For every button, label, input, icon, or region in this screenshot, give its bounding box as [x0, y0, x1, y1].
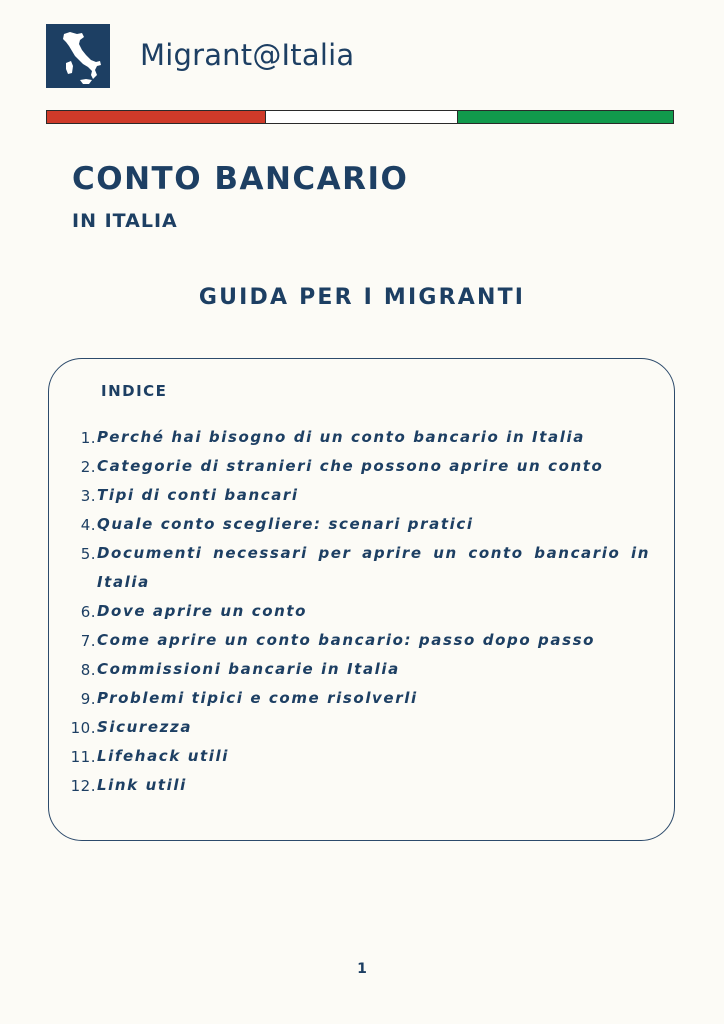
- brand-name: Migrant@Italia: [140, 38, 355, 72]
- toc-text: Categorie di stranieri che possono aprire un conto: [97, 457, 604, 475]
- toc-number: 3.: [80, 487, 96, 505]
- toc-text: Quale conto scegliere: scenari pratici: [97, 515, 474, 533]
- toc-item[interactable]: [49, 484, 674, 513]
- toc-text: Come aprire un conto bancario: passo dopo passo: [97, 631, 596, 649]
- toc-number: 8.: [80, 661, 96, 679]
- toc-item[interactable]: [49, 687, 674, 716]
- toc-number: 12.: [70, 777, 96, 795]
- italy-map-icon: [46, 24, 110, 88]
- toc-number: 11.: [70, 748, 96, 766]
- toc-text: Lifehack utili: [97, 747, 229, 765]
- flag-white: [265, 111, 458, 123]
- guide-title: GUIDA PER I MIGRANTI: [198, 285, 526, 310]
- table-of-contents: [48, 358, 675, 841]
- toc-item[interactable]: [49, 658, 674, 687]
- document-subtitle: IN ITALIA: [72, 210, 178, 232]
- toc-number: 5.: [80, 545, 96, 563]
- toc-number: 10.: [70, 719, 96, 737]
- toc-text: Sicurezza: [97, 718, 193, 736]
- toc-text: Perché hai bisogno di un conto bancario in Italia: [97, 428, 585, 446]
- toc-item[interactable]: [49, 513, 674, 542]
- toc-item[interactable]: [49, 455, 674, 484]
- toc-item[interactable]: [49, 629, 674, 658]
- toc-text: Link utili: [97, 776, 187, 794]
- toc-item[interactable]: [49, 542, 674, 600]
- document-title: CONTO BANCARIO: [72, 161, 409, 197]
- toc-item[interactable]: [49, 600, 674, 629]
- toc-text: Problemi tipici e come risolverli: [97, 689, 418, 707]
- toc-number: 2.: [80, 458, 96, 476]
- toc-number: 7.: [80, 632, 96, 650]
- toc-number: 4.: [80, 516, 96, 534]
- toc-item[interactable]: [49, 716, 674, 745]
- toc-list: [49, 426, 674, 803]
- flag-red: [47, 111, 265, 123]
- toc-text: Tipi di conti bancari: [97, 486, 299, 504]
- toc-item[interactable]: [49, 745, 674, 774]
- page-number: 1: [357, 961, 367, 977]
- toc-number: 9.: [80, 690, 96, 708]
- toc-text: Commissioni bancarie in Italia: [97, 660, 400, 678]
- toc-text: Documenti necessari per aprire un conto bancario in Italia: [97, 544, 650, 591]
- toc-number: 6.: [80, 603, 96, 621]
- toc-heading: INDICE: [101, 382, 168, 400]
- toc-item[interactable]: [49, 426, 674, 455]
- flag-green: [458, 111, 673, 123]
- logo: [46, 24, 110, 88]
- toc-text: Dove aprire un conto: [97, 602, 308, 620]
- toc-item[interactable]: [49, 774, 674, 803]
- toc-number: 1.: [80, 429, 96, 447]
- italian-flag-stripe: [46, 110, 674, 124]
